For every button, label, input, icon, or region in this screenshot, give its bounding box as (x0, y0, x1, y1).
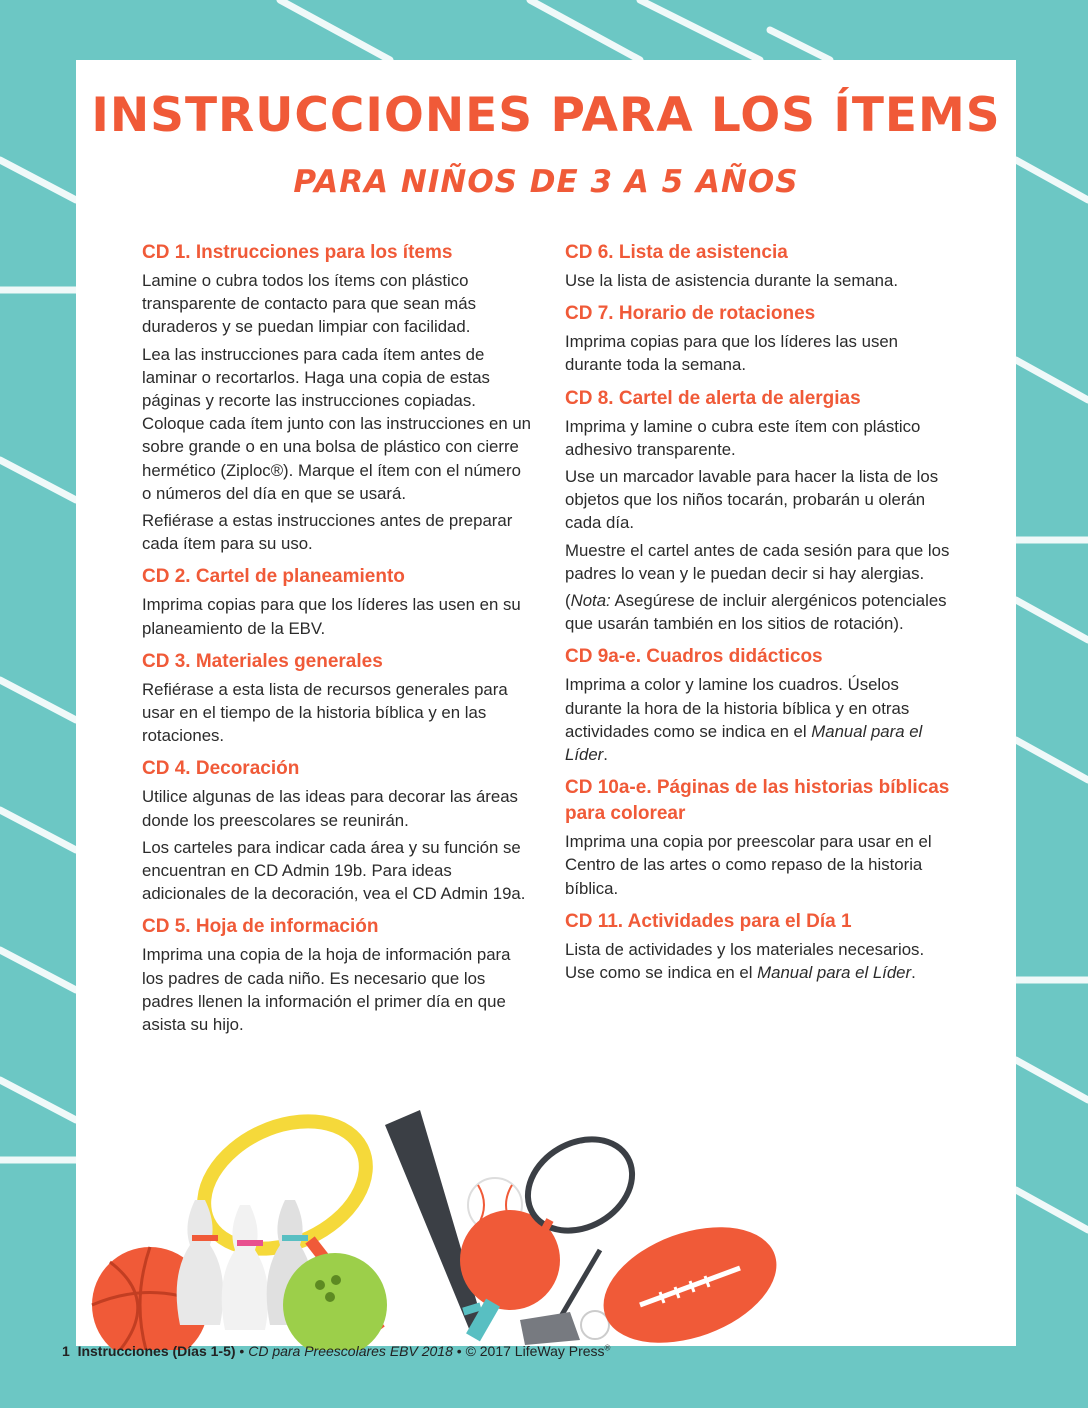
section-cd3 (142, 649, 534, 748)
section-text: Imprima una copia de la hoja de información para los padres de cada niño. Es necesario que los padres llenen la información el primer día en que asista su hijo. (142, 945, 511, 1035)
section-heading: CD 10a-e. Páginas de las historias bíblicas para colorear (565, 777, 950, 825)
text-main: Imprima a color y lamine los cuadros. Úselos durante la hora de la historia bíblica y en otras actividades como se indica en el (565, 675, 910, 741)
section-heading: CD 7. Horario de rotaciones (565, 303, 816, 325)
section-note (565, 589, 957, 635)
football-icon (588, 1205, 780, 1353)
section-text: Los carteles para indicar cada área y su función se encuentran en CD Admin 19b. Para ideas adicionales de la decoración, vea el CD Admin 19a. (142, 837, 526, 904)
right-column (565, 240, 957, 993)
section-heading: CD 4. Decoración (142, 758, 300, 780)
section-cd7 (565, 301, 957, 376)
tennis-racket-icon (511, 1121, 648, 1275)
section-cd8 (565, 386, 957, 636)
section-text: Lamine o cubra todos los ítems con plástico transparente de contacto para que sean más duraderos y se puedan limpiar con facilidad. (142, 271, 476, 337)
page-footer (62, 1343, 610, 1359)
section-cd6 (565, 240, 957, 292)
section-text: Lea las instrucciones para cada ítem antes de laminar o recortarlos. Haga una copia de estas páginas y recorte las instrucciones copiadas. Coloque cada ítem junto con las instrucciones en un sobre grande o en una bolsa de plástico con cierre hermético (Ziploc®). Marque el ítem con el número o números del día en que se usará. (142, 344, 532, 503)
section-cd2 (142, 564, 534, 639)
section-cd1 (142, 240, 534, 555)
registered-mark: ® (604, 1343, 611, 1353)
section-text: Imprima copias para que los líderes las usen en su planeamiento de la EBV. (142, 595, 521, 638)
section-text: Imprima copias para que los líderes las usen durante toda la semana. (565, 332, 898, 375)
footer-separator: • (452, 1343, 466, 1359)
section-cd9 (565, 644, 957, 766)
section-text: Imprima y lamine o cubra este ítem con plástico adhesivo transparente. (565, 416, 921, 459)
baseball-bat-icon (385, 1110, 485, 1336)
text-main: Lista de actividades y los materiales necesarios. Use como se indica en el (565, 939, 925, 983)
section-text: Refiérase a estas instrucciones antes de preparar cada ítem para su uso. (142, 511, 513, 554)
section-text (565, 673, 957, 766)
section-heading: CD 1. Instrucciones para los ítems (142, 242, 453, 263)
section-heading: CD 2. Cartel de planeamiento (142, 566, 405, 588)
section-heading: CD 3. Materiales generales (142, 650, 383, 672)
footer-section: Instrucciones (Días 1-5) (77, 1343, 236, 1359)
section-cd5 (142, 914, 534, 1036)
note-label: Nota: (570, 591, 611, 611)
section-text (565, 938, 957, 984)
page-number: 1 (62, 1343, 70, 1359)
note-text: Asegúrese de incluir alergénicos potenciales que usarán también en los sitios de rotación). (565, 591, 947, 634)
footer-product: CD para Preescolares EBV 2018 (248, 1343, 453, 1359)
page-title: INSTRUCCIONES PARA LOS ÍTEMS (91, 88, 1001, 143)
left-column (142, 240, 534, 1045)
text-end: . (911, 963, 916, 983)
manual-reference: Manual para el Líder (757, 963, 912, 983)
footer-separator: • (235, 1343, 249, 1359)
section-text: Utilice algunas de las ideas para decorar las áreas donde los preescolares se reunirán. (142, 787, 518, 830)
section-heading: CD 8. Cartel de alerta de alergias (565, 387, 861, 409)
text-end: . (603, 745, 608, 765)
section-text: Use un marcador lavable para hacer la lista de los objetos que los niños tocarán, probarán u olerán cada día. (565, 467, 939, 533)
section-heading: CD 5. Hoja de información (142, 916, 379, 938)
section-cd10 (565, 775, 957, 900)
section-heading: CD 6. Lista de asistencia (565, 242, 788, 263)
section-cd4 (142, 756, 534, 905)
section-heading: CD 9a-e. Cuadros didácticos (565, 646, 823, 668)
section-text: Refiérase a esta lista de recursos generales para usar en el tiempo de la historia bíblica y en las rotaciones. (142, 679, 508, 746)
note-open: ( (565, 591, 571, 611)
section-text: Use la lista de asistencia durante la semana. (565, 271, 899, 290)
page-subtitle: PARA NIÑOS DE 3 A 5 AÑOS (293, 164, 799, 200)
section-text: Imprima una copia por preescolar para usar en el Centro de las artes o como repaso de la historia bíblica. (565, 832, 932, 898)
manual-reference: Manual para el Líder (565, 721, 923, 765)
footer-copyright: © 2017 LifeWay Press (465, 1343, 605, 1359)
section-text: Muestre el cartel antes de cada sesión para que los padres lo vean y le puedan decir si hay alergias. (565, 540, 950, 583)
section-heading: CD 11. Actividades para el Día 1 (565, 910, 852, 932)
section-cd11 (565, 909, 957, 984)
